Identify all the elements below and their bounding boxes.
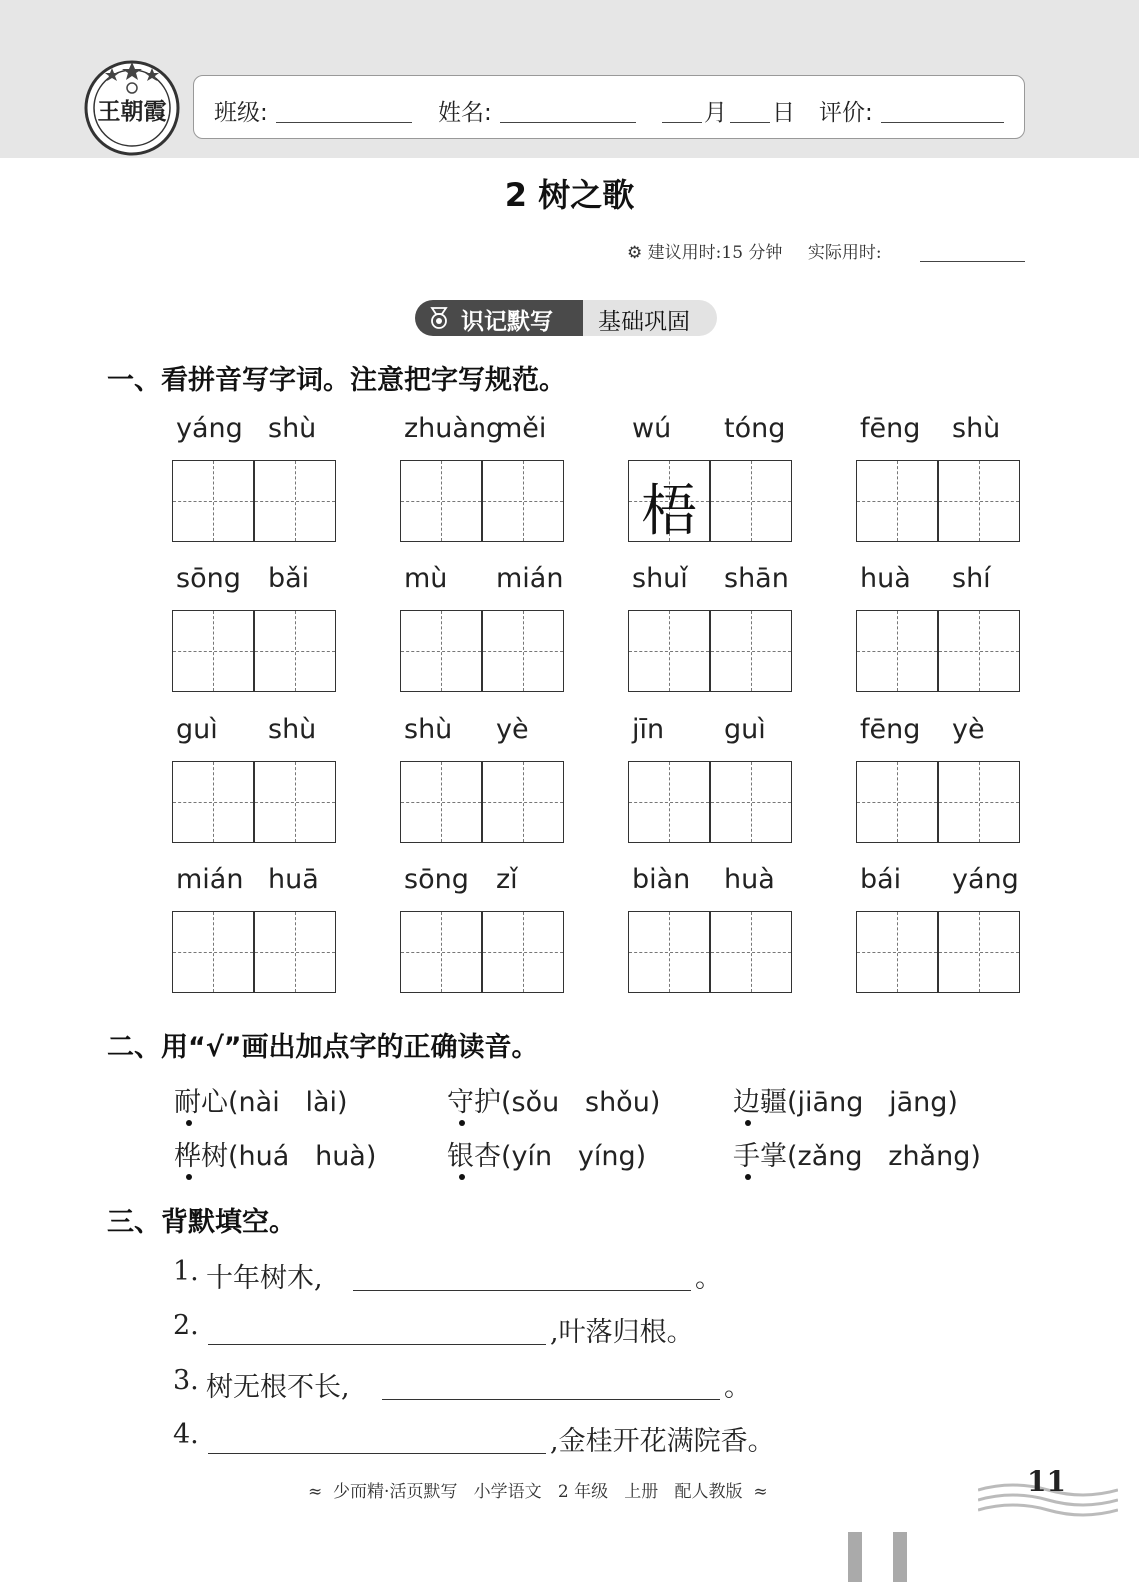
pinyin-label: yè: [496, 714, 529, 745]
emphasis-dot: [459, 1120, 465, 1126]
class-label: 班级:: [214, 100, 268, 126]
writing-cell[interactable]: [856, 761, 938, 843]
guide-line: [401, 501, 481, 502]
suggested-time: 建议用时:15 分钟: [647, 243, 783, 263]
dotted-word: 守护: [447, 1087, 501, 1118]
guide-line: [939, 952, 1019, 953]
answer-blank[interactable]: [208, 1453, 546, 1454]
guide-line: [939, 501, 1019, 502]
writing-cell[interactable]: [400, 460, 482, 542]
reading-item: [447, 1080, 660, 1119]
actual-time-field[interactable]: [920, 261, 1025, 262]
student-info-box: [193, 75, 1025, 139]
pinyin-label: sōng: [176, 563, 241, 594]
guide-line: [173, 802, 253, 803]
guide-line: [483, 802, 563, 803]
spacer: [863, 1141, 889, 1172]
writing-cell[interactable]: [938, 761, 1020, 843]
pinyin-label: fēng: [860, 714, 921, 745]
blank-suffix: ,金桂开花满院香。: [550, 1426, 775, 1457]
paren: (: [501, 1087, 512, 1118]
pinyin-label: yè: [952, 714, 985, 745]
pinyin-label: fēng: [860, 413, 921, 444]
dotted-word: 银杏: [447, 1141, 501, 1172]
pinyin-label: shù: [952, 413, 1001, 444]
writing-cell[interactable]: [938, 911, 1020, 993]
writing-cell[interactable]: [254, 460, 336, 542]
pinyin-label: shuǐ: [632, 563, 688, 594]
cell-character: 梧: [641, 479, 697, 544]
logo-text: 王朝霞: [97, 98, 167, 125]
guide-line: [629, 802, 709, 803]
footer-text: ≈ 少而精·活页默写 小学语文 2 年级 上册 配人教版 ≈: [308, 1482, 768, 1502]
spacer: [552, 1141, 578, 1172]
blank-prefix: 树无根不长,: [206, 1372, 350, 1403]
pinyin-label: guì: [724, 714, 766, 745]
writing-cell[interactable]: [628, 911, 710, 993]
pinyin-label: zǐ: [496, 864, 518, 895]
pinyin-label: biàn: [632, 864, 691, 895]
pinyin-label: jīn: [632, 714, 665, 745]
guide-line: [711, 501, 791, 502]
answer-blank[interactable]: [353, 1290, 691, 1291]
name-field[interactable]: [500, 122, 636, 123]
reading-option[interactable]: jāng: [889, 1087, 948, 1118]
reading-item: [733, 1080, 958, 1119]
guide-line: [173, 952, 253, 953]
writing-cell[interactable]: [172, 911, 254, 993]
writing-cell[interactable]: [482, 911, 564, 993]
reading-option[interactable]: zhǎng: [888, 1141, 971, 1172]
guide-line: [255, 802, 335, 803]
guide-line: [857, 952, 937, 953]
pinyin-label: huā: [268, 864, 319, 895]
guide-line: [629, 651, 709, 652]
brand-logo: [84, 60, 180, 156]
pinyin-label: zhuàng: [404, 413, 504, 444]
blank-suffix: 。: [695, 1263, 722, 1294]
eval-field[interactable]: [881, 122, 1004, 123]
reading-option[interactable]: yíng: [577, 1141, 636, 1172]
writing-cell[interactable]: [856, 460, 938, 542]
reading-option[interactable]: huà: [315, 1141, 366, 1172]
writing-cell[interactable]: [482, 460, 564, 542]
writing-cell[interactable]: [482, 761, 564, 843]
lesson-title: 2 树之歌: [504, 176, 635, 214]
writing-cell[interactable]: [710, 911, 792, 993]
reading-option[interactable]: huá: [238, 1141, 290, 1172]
guide-line: [939, 651, 1019, 652]
reading-option[interactable]: zǎng: [797, 1141, 863, 1172]
guide-line: [857, 802, 937, 803]
guide-line: [483, 651, 563, 652]
writing-cell[interactable]: [710, 460, 792, 542]
guide-line: [173, 501, 253, 502]
section-badge: [415, 300, 717, 336]
writing-cell[interactable]: [628, 610, 710, 692]
reading-option[interactable]: shǒu: [585, 1087, 650, 1118]
pinyin-label: bǎi: [268, 563, 310, 594]
writing-cell[interactable]: [172, 761, 254, 843]
reading-option[interactable]: lài: [305, 1087, 338, 1118]
writing-cell[interactable]: [172, 610, 254, 692]
guide-line: [255, 501, 335, 502]
guide-line: [483, 952, 563, 953]
guide-line: [857, 501, 937, 502]
reading-item: [174, 1134, 376, 1173]
pinyin-label: shù: [268, 714, 317, 745]
badge-left-text: 识记默写: [461, 309, 553, 335]
writing-cell[interactable]: [628, 761, 710, 843]
guide-line: [255, 651, 335, 652]
paren: (: [228, 1141, 239, 1172]
writing-cell[interactable]: [400, 911, 482, 993]
dotted-word: 手掌: [733, 1141, 787, 1172]
guide-line: [401, 952, 481, 953]
pinyin-label: yáng: [952, 864, 1019, 895]
blank-number: 2.: [173, 1310, 199, 1341]
pinyin-label: shù: [268, 413, 317, 444]
pinyin-label: huà: [860, 563, 911, 594]
paren: (: [787, 1087, 798, 1118]
guide-line: [173, 651, 253, 652]
writing-cell[interactable]: [254, 610, 336, 692]
reading-option[interactable]: yín: [511, 1141, 553, 1172]
paren: (: [228, 1087, 239, 1118]
paren: (: [501, 1141, 512, 1172]
writing-cell[interactable]: [172, 460, 254, 542]
medal-icon: [427, 306, 451, 330]
dotted-word: 边疆: [733, 1087, 787, 1118]
pinyin-label: sōng: [404, 864, 469, 895]
paren: (: [787, 1141, 798, 1172]
pinyin-label: shù: [404, 714, 453, 745]
guide-line: [711, 952, 791, 953]
day-field[interactable]: [730, 122, 770, 123]
blank-suffix: 。: [724, 1372, 751, 1403]
paren: ): [970, 1141, 981, 1172]
paren: ): [635, 1141, 647, 1172]
pinyin-label: huà: [724, 864, 775, 895]
actual-time-label: 实际用时:: [807, 243, 882, 263]
pinyin-label: shí: [952, 563, 991, 594]
day-label: 日: [772, 100, 795, 126]
blank-number: 3.: [173, 1365, 199, 1396]
writing-cell[interactable]: [938, 460, 1020, 542]
answer-blank[interactable]: [208, 1344, 546, 1345]
guide-line: [939, 802, 1019, 803]
page-number: 11: [1027, 1465, 1066, 1498]
writing-cell[interactable]: [482, 610, 564, 692]
paren: ): [337, 1087, 348, 1118]
month-field[interactable]: [662, 122, 702, 123]
pinyin-label: yáng: [176, 413, 243, 444]
blank-number: 1.: [173, 1256, 199, 1287]
writing-cell[interactable]: [856, 610, 938, 692]
pinyin-label: shān: [724, 563, 789, 594]
writing-cell[interactable]: [938, 610, 1020, 692]
guide-line: [483, 501, 563, 502]
section3-heading: 三、背默填空。: [107, 1207, 296, 1238]
reading-option[interactable]: jiāng: [797, 1087, 864, 1118]
spacer: [559, 1087, 585, 1118]
writing-cell[interactable]: [628, 460, 710, 542]
paren: ): [649, 1087, 661, 1118]
reading-item: [174, 1080, 348, 1119]
pinyin-label: wú: [632, 413, 672, 444]
emphasis-dot: [745, 1174, 751, 1180]
guide-line: [401, 651, 481, 652]
emphasis-dot: [186, 1120, 192, 1126]
edge-bar: [893, 1532, 907, 1582]
pinyin-label: měi: [496, 413, 547, 444]
guide-line: [255, 952, 335, 953]
edge-bar: [848, 1532, 862, 1582]
spacer: [863, 1087, 889, 1118]
writing-cell[interactable]: [400, 761, 482, 843]
writing-cell[interactable]: [254, 761, 336, 843]
blank-suffix: ,叶落归根。: [550, 1317, 694, 1348]
name-label: 姓名:: [438, 100, 492, 126]
emphasis-dot: [459, 1174, 465, 1180]
emphasis-dot: [186, 1174, 192, 1180]
reading-option[interactable]: nài: [238, 1087, 280, 1118]
section2-heading: 二、用“√”画出加点字的正确读音。: [107, 1032, 539, 1063]
pinyin-label: guì: [176, 714, 218, 745]
reading-item: [447, 1134, 646, 1173]
guide-line: [401, 802, 481, 803]
pinyin-label: tóng: [724, 413, 786, 444]
emphasis-dot: [745, 1120, 751, 1126]
blank-number: 4.: [173, 1419, 199, 1450]
badge-right-text: 基础巩固: [598, 309, 690, 335]
paren: ): [365, 1141, 377, 1172]
guide-line: [629, 952, 709, 953]
writing-cell[interactable]: [710, 610, 792, 692]
guide-line: [711, 651, 791, 652]
guide-line: [711, 802, 791, 803]
blank-prefix: 十年树木,: [206, 1263, 323, 1294]
month-label: 月: [704, 100, 727, 126]
writing-cell[interactable]: [710, 761, 792, 843]
writing-cell[interactable]: [856, 911, 938, 993]
answer-blank[interactable]: [382, 1399, 720, 1400]
class-field[interactable]: [276, 122, 412, 123]
dotted-word: 耐心: [174, 1087, 228, 1118]
dotted-word: 桦树: [174, 1141, 228, 1172]
clock-icon: ⚙: [627, 243, 643, 263]
section1-heading: 一、看拼音写字词。注意把字写规范。: [107, 365, 566, 396]
eval-label: 评价:: [819, 100, 873, 126]
pinyin-label: mián: [176, 864, 244, 895]
pinyin-label: mián: [496, 563, 564, 594]
pinyin-label: mù: [404, 563, 448, 594]
guide-line: [857, 651, 937, 652]
pinyin-label: bái: [860, 864, 902, 895]
spacer: [289, 1141, 315, 1172]
time-row: [627, 238, 882, 263]
spacer: [280, 1087, 306, 1118]
reading-option[interactable]: sǒu: [511, 1087, 560, 1118]
writing-cell[interactable]: [254, 911, 336, 993]
reading-item: [733, 1134, 981, 1173]
writing-cell[interactable]: [400, 610, 482, 692]
paren: ): [947, 1087, 958, 1118]
